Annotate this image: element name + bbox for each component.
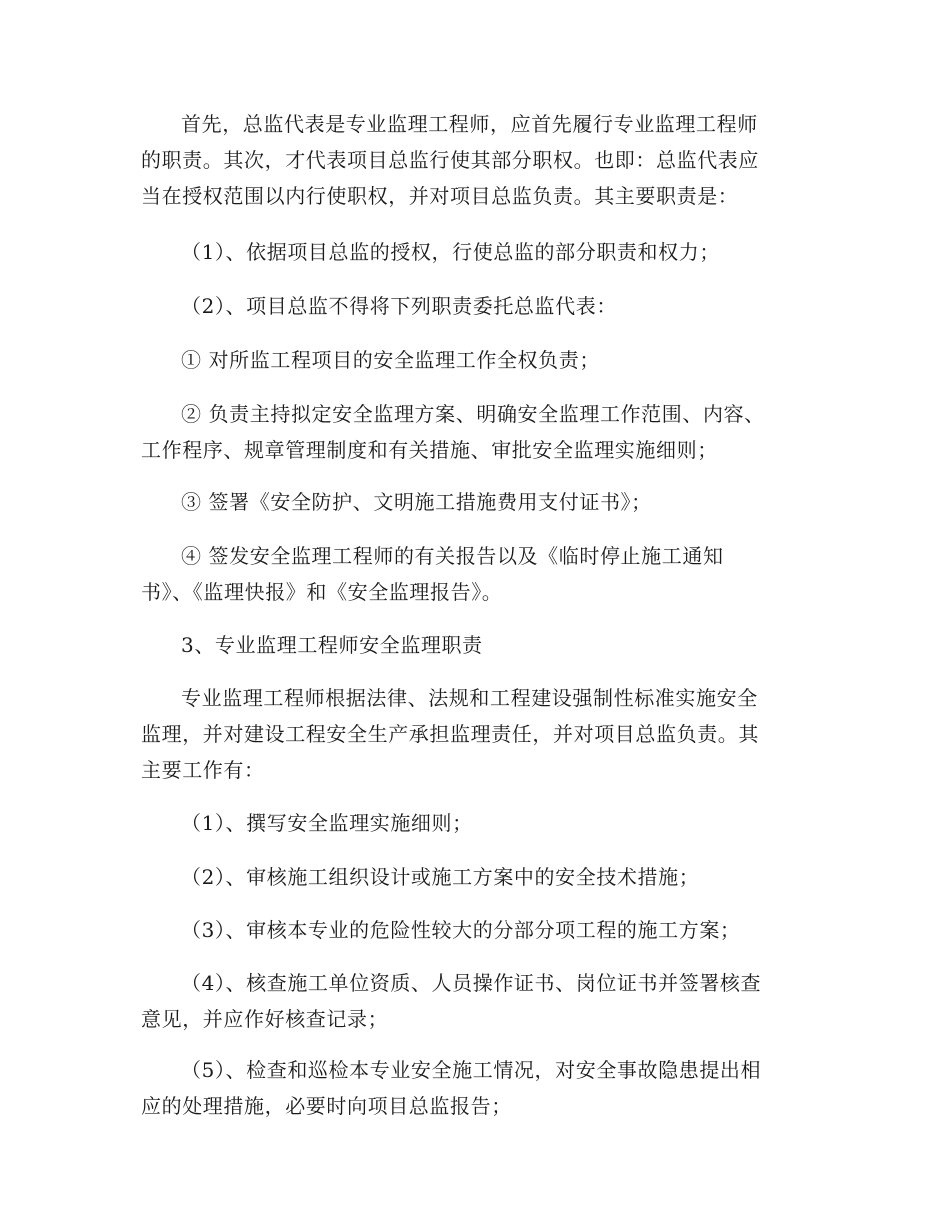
- circled-item-1: [141, 342, 811, 378]
- text-line: （4）、核查施工单位资质、人员操作证书、岗位证书并签署核查: [181, 971, 762, 995]
- text-line: 工作程序、规章管理制度和有关措施、审批安全监理实施细则；: [141, 438, 718, 462]
- text-line: 专业监理工程师根据法律、法规和工程建设强制性标准实施安全: [181, 686, 758, 710]
- text-line: 3、专业监理工程师安全监理职责: [181, 633, 483, 657]
- text-line: 主要工作有：: [141, 758, 265, 782]
- text-line: （1）、撰写安全监理实施细则；: [181, 811, 473, 835]
- text-line: 首先，总监代表是专业监理工程师，应首先履行专业监理工程师: [181, 112, 758, 136]
- paragraph-professional-engineer: [141, 680, 811, 788]
- text-line: ③ 签署《安全防护、文明施工措施费用支付证书》；: [181, 490, 652, 514]
- list-item-2: [141, 288, 811, 324]
- text-line: ① 对所监工程项目的安全监理工作全权负责；: [181, 348, 600, 372]
- list-item-1: [141, 234, 811, 270]
- circled-item-2: [141, 396, 811, 468]
- text-line: 书》、《监理快报》和《安全监理报告》。: [141, 580, 503, 604]
- text-line: （5）、检查和巡检本专业安全施工情况，对安全事故隐患提出相: [181, 1058, 762, 1082]
- text-line: 意见，并应作好核查记录；: [141, 1007, 389, 1031]
- text-line: （3）、审核本专业的危险性较大的分部分项工程的施工方案；: [181, 918, 741, 942]
- text-line: 监理，并对建设工程安全生产承担监理责任，并对项目总监负责。其: [141, 722, 759, 746]
- text-line: ② 负责主持拟定安全监理方案、明确安全监理工作范围、内容、: [181, 402, 765, 426]
- duty-item-2: [141, 859, 811, 895]
- text-line: （1）、依据项目总监的授权，行使总监的部分职责和权力；: [181, 240, 720, 264]
- text-line: （2）、项目总监不得将下列职责委托总监代表：: [181, 294, 617, 318]
- duty-item-3: [141, 912, 811, 948]
- text-line: 的职责。其次，才代表项目总监行使其部分职权。也即：总监代表应: [141, 148, 759, 172]
- text-line: 当在授权范围以内行使职权，并对项目总监负责。其主要职责是：: [141, 184, 739, 208]
- paragraph-deputy-director-intro: [141, 106, 811, 214]
- circled-item-4: [141, 538, 811, 610]
- text-line: 应的处理措施，必要时向项目总监报告；: [141, 1094, 512, 1118]
- text-line: ④ 签发安全监理工程师的有关报告以及《临时停止施工通知: [181, 544, 724, 568]
- section-heading: [141, 627, 811, 663]
- duty-item-1: [141, 805, 811, 841]
- circled-item-3: [141, 484, 811, 520]
- text-line: （2）、审核施工组织设计或施工方案中的安全技术措施；: [181, 865, 700, 889]
- duty-item-5: [141, 1052, 811, 1124]
- duty-item-4: [141, 965, 811, 1037]
